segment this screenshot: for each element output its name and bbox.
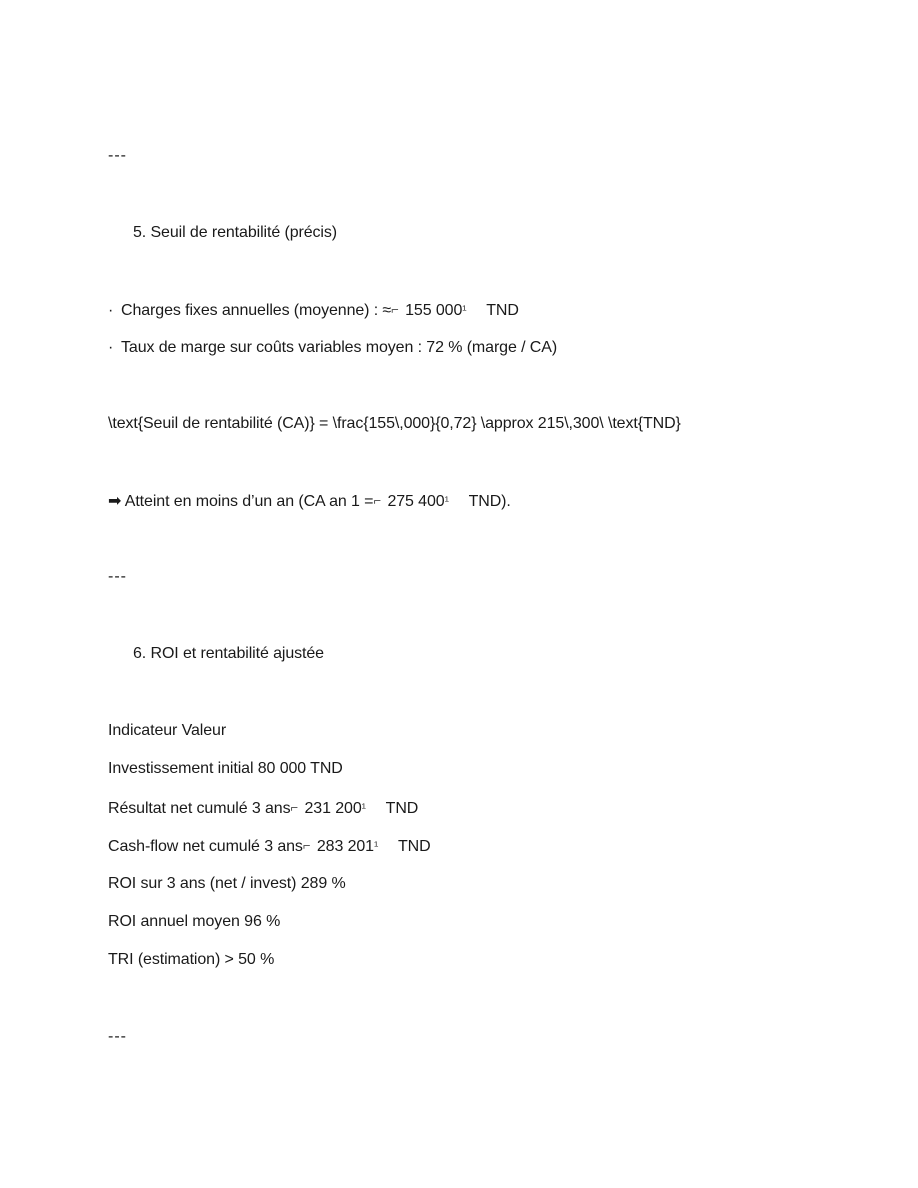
separator-3: --- [108, 1028, 127, 1045]
table-row: Cash-flow net cumulé 3 ans⌐ 283 201¹ TND [108, 838, 431, 855]
bullet-dot: · [108, 339, 114, 356]
separator-1: --- [108, 147, 127, 164]
section-5-heading: 5. Seuil de rentabilité (précis) [133, 224, 338, 241]
bullet-dot: · [108, 302, 114, 319]
row-label: Résultat net cumulé 3 ans [108, 800, 291, 817]
row-value: 283 201 [316, 838, 374, 855]
row-label: Cash-flow net cumulé 3 ans [108, 838, 303, 855]
table-header: Indicateur Valeur [108, 722, 227, 739]
row-value: 231 200 [304, 800, 362, 817]
charges-fixes-value: 155 000 [405, 302, 463, 319]
table-row: Investissement initial 80 000 TND [108, 760, 343, 777]
row-unit: TND [385, 800, 419, 817]
bullet-charges-fixes: · Charges fixes annuelles (moyenne) : ≈⌐ 155 000¹ TND [108, 302, 519, 319]
bullet-taux-marge [108, 338, 557, 358]
conclusion-line: ➡ Atteint en moins d’un an (CA an 1 =⌐ 275 400¹ TND). [108, 493, 511, 510]
section-6-heading: 6. ROI et rentabilité ajustée [133, 645, 324, 662]
formula-seuil: \text{Seuil de rentabilité (CA)} = \frac{155\,000}{0,72} \approx 215\,300\ \text{TND} [108, 415, 681, 432]
conclusion-value: 275 400 [387, 493, 445, 510]
bullet-text: Taux de marge sur coûts variables moyen : 72 % (marge / CA) [121, 339, 558, 356]
bullet-label: Charges fixes annuelles (moyenne) : ≈ [121, 302, 392, 319]
table-row: ROI sur 3 ans (net / invest) 289 % [108, 875, 346, 892]
conclusion-prefix: ➡ Atteint en moins d’un an (CA an 1 = [108, 493, 374, 510]
conclusion-suffix: TND). [468, 493, 511, 510]
separator-2: --- [108, 568, 127, 585]
row-unit: TND [397, 838, 431, 855]
table-row: TRI (estimation) > 50 % [108, 951, 275, 968]
table-row: Résultat net cumulé 3 ans⌐ 231 200¹ TND [108, 800, 419, 817]
table-row: ROI annuel moyen 96 % [108, 913, 281, 930]
charges-fixes-unit: TND [486, 302, 519, 319]
